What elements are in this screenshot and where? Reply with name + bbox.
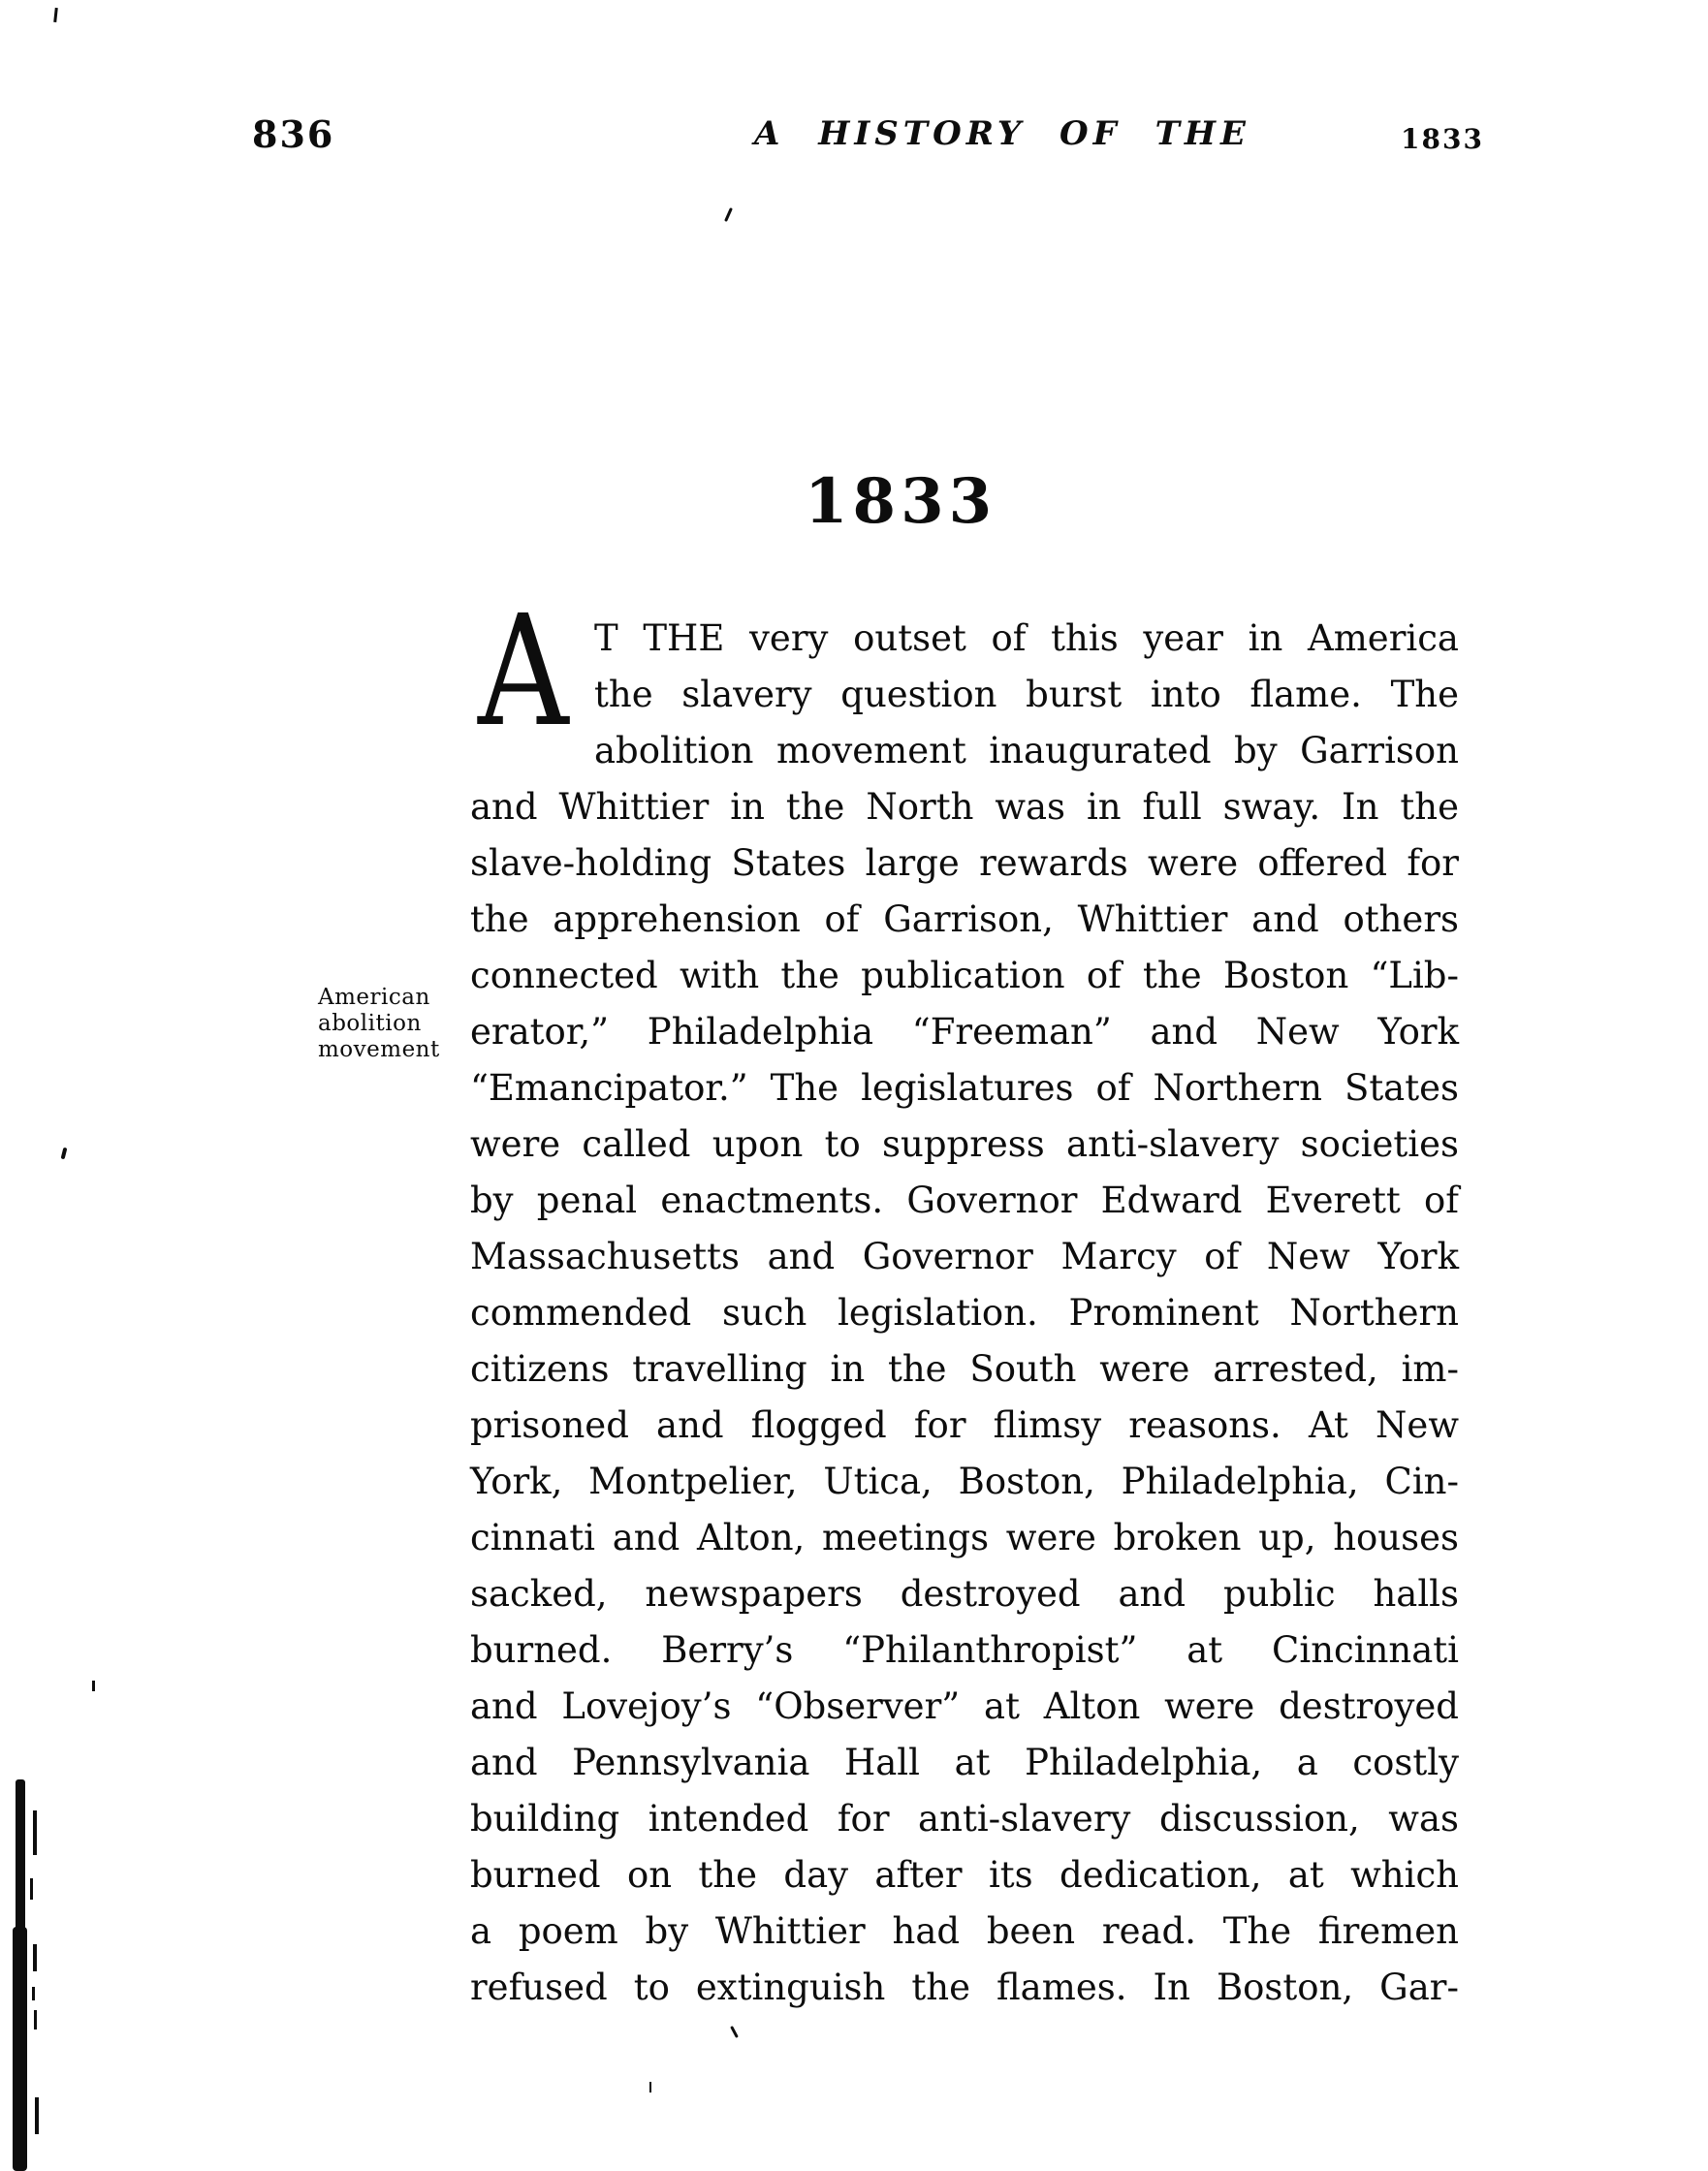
scan-artifact-dash (33, 1944, 37, 1971)
text-line: and Lovejoy’s “Observer” at Alton were destroyed (470, 1685, 1459, 1727)
margin-note (318, 985, 473, 1063)
text-line: a poem by Whittier had been read. The firemen (470, 1910, 1459, 1952)
text-line: refused to extinguish the flames. In Boston, Gar- (470, 1966, 1459, 2008)
margin-note-line: movement (318, 1037, 440, 1062)
text-line: and Whittier in the North was in full sway. In the (470, 786, 1459, 828)
scan-artifact-dash (34, 2010, 37, 2029)
text-line: prisoned and flogged for flimsy reasons. At New (470, 1404, 1459, 1446)
text-line: citizens travelling in the South were arrested, im- (470, 1348, 1459, 1390)
scan-artifact-dash (33, 1810, 37, 1855)
scan-artifact-dash (35, 2097, 39, 2134)
text-line: slave-holding States large rewards were offered for (470, 842, 1459, 884)
text-line: the apprehension of Garrison, Whittier and others (470, 898, 1459, 940)
body-paragraph (470, 582, 1459, 2016)
scan-artifact-tick (53, 8, 58, 22)
text-line: the slavery question burst into flame. The (594, 674, 1459, 715)
scan-artifact-tick (724, 207, 733, 222)
scan-artifact-mark (730, 2026, 739, 2038)
text-line: commended such legislation. Prominent Northern (470, 1292, 1459, 1334)
text-line: cinnati and Alton, meetings were broken up, houses (470, 1517, 1459, 1558)
text-line: burned. Berry’s “Philanthropist” at Cincinnati (470, 1629, 1459, 1671)
margin-note-line: American (318, 985, 430, 1010)
scan-artifact-mark (92, 1681, 95, 1691)
margin-note-line: abolition (318, 1011, 422, 1036)
text-line: sacked, newspapers destroyed and public halls (470, 1573, 1459, 1615)
scan-artifact-mark (61, 1148, 68, 1160)
text-line: building intended for anti-slavery discussion, was (470, 1798, 1459, 1840)
chapter-title: 1833 (805, 465, 997, 538)
scan-artifact-dash (32, 1987, 35, 2000)
scan-artifact-binding-bar (13, 1927, 27, 2171)
running-title: A HISTORY OF THE (754, 114, 1250, 153)
text-line: erator,” Philadelphia “Freeman” and New York (470, 1011, 1459, 1053)
scan-artifact-mark (649, 2082, 651, 2092)
text-line: and Pennsylvania Hall at Philadelphia, a costly (470, 1742, 1459, 1783)
text-line: were called upon to suppress anti-slavery societies (470, 1123, 1459, 1165)
text-line: abolition movement inaugurated by Garrison (594, 730, 1459, 771)
text-line: Massachusetts and Governor Marcy of New York (470, 1236, 1459, 1277)
text-line: T THE very outset of this year in America (594, 617, 1459, 659)
text-line: York, Montpelier, Utica, Boston, Philadelphia, Cin- (470, 1461, 1459, 1502)
text-line: burned on the day after its dedication, at which (470, 1854, 1459, 1896)
header-year: 1833 (1401, 123, 1484, 155)
drop-cap-letter: A (478, 582, 569, 761)
text-line: connected with the publication of the Boston “Lib- (470, 955, 1459, 996)
text-line: “Emancipator.” The legislatures of Northern States (470, 1067, 1459, 1109)
text-line: by penal enactments. Governor Edward Everett of (470, 1180, 1459, 1221)
scan-artifact-dash (30, 1878, 33, 1900)
page-number: 836 (252, 112, 335, 156)
